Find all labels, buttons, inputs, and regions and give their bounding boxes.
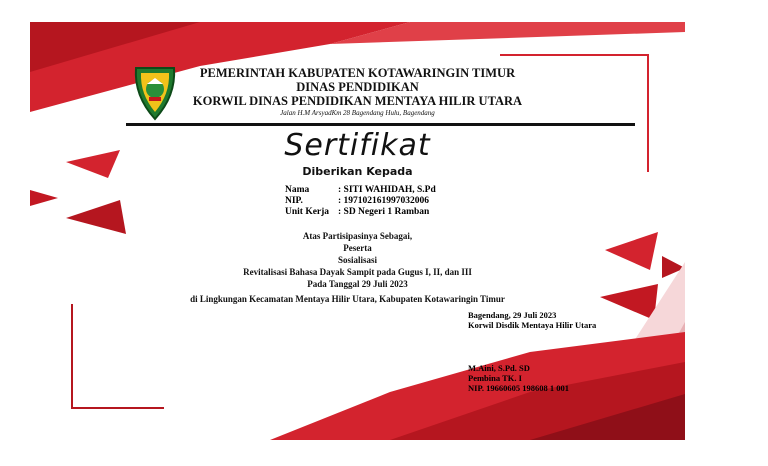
signatory-name: M.Aini, S.Pd. SD [468, 363, 530, 373]
recipient-value: : SITI WAHIDAH, S.Pd [338, 185, 436, 195]
given-to-label: Diberikan Kepada [302, 165, 413, 178]
recipient-details [285, 185, 436, 218]
recipient-value: : SD Negeri 1 Ramban [338, 207, 430, 217]
header-department: DINAS PENDIDIKAN [296, 80, 419, 94]
event-date-text: Pada Tanggal 29 Juli 2023 [307, 279, 408, 289]
participation-text: Atas Partisipasinya Sebagai, [302, 231, 413, 241]
event-name-text: Revitalisasi Bahasa Dayak Sampit pada Gugus I, II, dan III [243, 267, 472, 277]
recipient-label: Unit Kerja [285, 207, 330, 217]
header-office: KORWIL DINAS PENDIDIKAN MENTAYA HILIR UTARA [192, 94, 523, 108]
header-address: Jalan H.M ArsyadKm 28 Bagendang Hulu, Bagendang [280, 109, 435, 117]
recipient-label: NIP. [285, 196, 303, 206]
signatory-nip: NIP. 19660605 198608 1 001 [468, 383, 569, 393]
recipient-value: : 197102161997032006 [338, 196, 430, 206]
certificate [30, 22, 685, 440]
recipient-row-name [285, 185, 436, 196]
signature-place-date: Bagendang, 29 Juli 2023 [468, 310, 557, 320]
recipient-row-unit [285, 207, 436, 218]
header-government: PEMERINTAH KABUPATEN KOTAWARINGIN TIMUR [199, 66, 516, 80]
header-divider [126, 123, 635, 126]
recipient-label: Nama [285, 185, 310, 195]
role-text: Peserta [343, 243, 372, 253]
signature-position: Korwil Disdik Mentaya Hilir Utara [468, 320, 597, 330]
certificate-title: Sertifikat [284, 128, 431, 163]
recipient-row-nip [285, 196, 436, 207]
event-type-text: Sosialisasi [337, 255, 377, 265]
event-location-text: di Lingkungan Kecamatan Mentaya Hilir Utara, Kabupaten Kotawaringin Timur [190, 294, 505, 304]
signatory-rank: Pembina TK. I [468, 373, 522, 383]
